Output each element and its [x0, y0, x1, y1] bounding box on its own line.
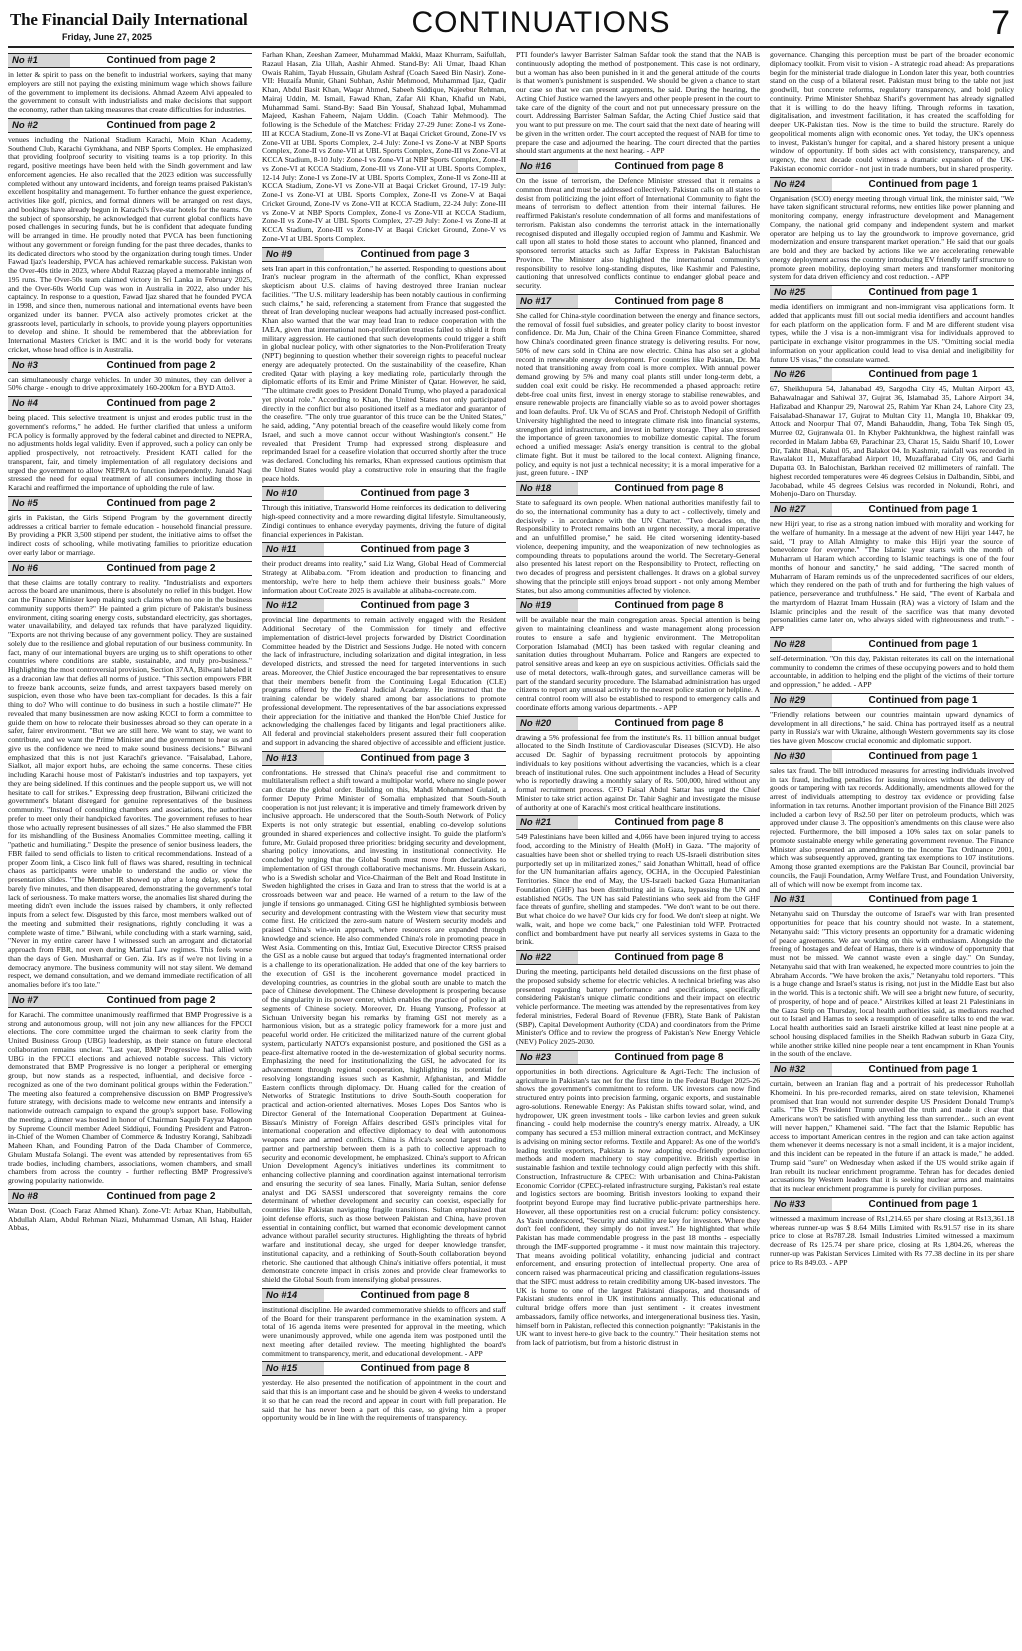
story-header	[516, 1050, 760, 1065]
continued-from-label: Continued from page 1	[868, 369, 978, 381]
story-number: No #17	[516, 295, 578, 308]
story-body: self-determination. "On this day, Pakistan reiterates its call on the international community to condemn the crimes of these occupying powers and to hold them accountable, in addition to helping end the plight of the victims of their torture and oppression," he added. - APP	[770, 653, 1014, 689]
continued-from-label: Continued from page 8	[360, 1289, 470, 1301]
continued-story	[516, 1050, 760, 1348]
continued-from-label: Continued from page 1	[868, 750, 978, 762]
continued-story	[262, 598, 506, 747]
column-4	[770, 51, 1014, 1643]
continued-story	[770, 1197, 1014, 1268]
continued-from-label: Continued from page 2	[106, 359, 216, 371]
continued-from-label: Continued from page 2	[106, 994, 216, 1006]
story-body: drawing a 5% professional fee from the institute's Rs. 11 billion annual budget allocated to the Sindh Institute of Cardiovascular Diseases (SICVD). He also accused Dr. Saghir of bypassing recruitment protocols by appointing individuals to key positions without advertising the vacancies, which is a clear breach of institutional rules. One such appointment includes a Head of Security who is reportedly drawing a monthly salary of Rs. 500,000, hired without any formal recruitment process. CFO Faisal Abdul Sattar has urged the Chief Minister to take strict action against Dr. Tahir Saghir and investigate the misuse of authority at one of Karachi's most critical healthcare institutions.	[516, 732, 760, 812]
continued-story	[516, 598, 760, 712]
story-body: venues including the National Stadium Karachi, Moin Khan Academy, Southend Club, Karachi Gymkhana, and NBP Sports Complex. He emphasized that providing foolproof security to visiting teams is a top priority. In this regard, positive meetings have been held with the Sindh government and law enforcement agencies. He also recalled that the 2023 edition was successfully completed without any untoward incidents, and foreign teams praised Pakistan's excellent hospitality and management. To further enhance the guest experience, activities like golf, picnics, and formal dinners will be arranged on rest days, and bookings have already begun in Karachi's five-star hotels for the teams. On the subject of sponsorship, he acknowledged that current global conflicts have posed challenges in securing funds, but he is confident that adequate funding will be arranged in time. He proudly noted that PVCA has been functioning without any government or foreign funding for the past three decades, thanks to its dedicated directors who stood by the organization during tough times. Under Fawad Ijaz's leadership, PVCA has achieved remarkable success. Pakistan won the Over-40s title in 2023, where Abdul Razzaq played a memorable innings of 195 runs. The Over-50s team claimed victory in Sri Lanka in February 2025, and the Over-60s World Cup was won in Australia in 2022, also under his captaincy. In response to a question, Fawad Ijaz shared that he founded PVCA in 1998, and since then, numerous national and international events have been organized under its banner. PVCA also actively promotes cricket at the grassroots level, particularly in schools, to provide young players opportunities to develop and shine. It should be remembered that the abbreviation for International Masters Cricket is IMC and it is the world body for veterans cricket, whose head office is in Australia.	[8, 134, 252, 354]
story-number: No #20	[516, 717, 578, 730]
section-title: CONTINUATIONS	[411, 6, 671, 39]
story-number: No #12	[262, 599, 324, 612]
continued-from-label: Continued from page 1	[868, 504, 978, 515]
story-body: 67, Sheikhupura 54, Jahanabad 49, Sargodha City 45, Multan Airport 43, Bahawalnagar and Sahiwal 37, Gujrat 36, Islamabad 35, Lahore Airport 34, Hafizabad and Khanpur 29, Narowal 25, Rahim Yar Khan 24, Lahore City 23, Faisalabad-Shanawar 17, Gujrat to Multan City 11, Mangla 10, Bhakkar 09, Attock and Noorpur Thal 07, Mandi Bahauddin, Jhang, Toba Tek Singh 05, Murree 02, Gujranwala 01. In Khyber Pakhtunkhwa, the highest rainfall was recorded in Malam Jabba 69, Parachinar 23, Charat 15, Saidu Sharif 10, Lower Dir, Takht Bhai, Kakul 05, and Balakot 04. In Kashmir, rainfall was recorded in Rawalakot 11, Muzaffarabad Airport 10, Muzaffarabad City 06, and Garhi Dupatta 03. In Balochistan, Barkhan received 02 millimeters of rainfall. The highest recorded temperatures were 46 degrees Celsius in Dalbandin, Sibbi, and Jacobabad, while 45 degrees Celsius was recorded in Nokundi, Rohri, and Mohenjo-Daro on Thursday.	[770, 384, 1014, 499]
story-header	[516, 481, 760, 496]
continued-story	[516, 716, 760, 813]
continued-story	[8, 53, 252, 115]
story-header	[770, 749, 1014, 764]
masthead-rule	[8, 46, 1014, 48]
continued-from-label: Continued from page 1	[868, 638, 978, 650]
continued-from-label: Continued from page 8	[614, 600, 724, 612]
continued-story	[770, 637, 1014, 690]
story-number: No #6	[8, 562, 70, 575]
story-number: No #28	[770, 638, 832, 651]
story-body: being placed. This selective treatment is unjust and erodes public trust in the government's reforms," he added. He further clarified that unless a uniform FCA policy is formally approved by the federal cabinet and directed to NEPRA, no adjustments holds legal validity. Even if approved, such a policy can only be applied prospectively, not retroactively. President KATI called for the transparent, fair, and timely implementation of all regulatory decisions and urged the government to allow NEPRA to function independently. Junaid Naqi stressed the need for equal treatment of all consumers including those in Karachi and reaffirmed the importance of upholding the rule of law.	[8, 413, 252, 492]
continued-story	[516, 51, 760, 156]
story-body: 549 Palestinians have been killed and 4,066 have been injured trying to access food, according to the Ministry of Health (MoH) in Gaza. "The majority of casualties have been shot or shelled trying to reach US-Israeli distribution sites purportedly set up in militarized zones," said Jonathan Whittall, head of office for the UN humanitarian affairs agency, OCHA, in the Occupied Palestinian Territories. Since the end of May, the US-Israeli backed Gaza Humanitarian Foundation (GHF) has been distributing aid in Gaza, bypassing the UN and established NGOs. The UN has said Palestinians who seek aid from the GHF face threats of gunfire, shelling and stampedes. "We don't want to be out there. But what choice do we have? Our kids cry for food. We don't sleep at night. We walk, wait, and hope we come back," one Palestinian told WFP. Protracted conflict and bombardment have put nearly all services systems in Gaza to the brink.	[516, 832, 760, 947]
continued-from-label: Continued from page 3	[360, 488, 470, 500]
continued-story	[8, 496, 252, 558]
continued-story	[770, 177, 1014, 283]
story-header	[770, 693, 1014, 708]
story-header	[8, 358, 252, 373]
story-header	[8, 561, 252, 576]
story-number: No #24	[770, 178, 832, 191]
story-header	[516, 598, 760, 613]
issue-date: Friday, June 27, 2025	[62, 32, 152, 42]
story-number: No #22	[516, 951, 578, 964]
story-header	[770, 367, 1014, 382]
story-number: No #27	[770, 503, 832, 516]
story-number: No #8	[8, 1190, 70, 1203]
story-body: curtain, between an Iranian flag and a portrait of his predecessor Ruhollah Khomeini. In his pre-recorded remarks, aired on state television, Khamenei promised that Iran would not surrender despite US President Donald Trump's calls. "The US President Trump unveiled the truth and made it clear that Americans won't be satisfied with anything less than surrender... such an event will never happen," Khamenei said. "The fact that the Islamic Republic has access to important American centres in the region and can take action against them whenever it deems necessary is not a small incident, it is a major incident, and this incident can be repeated in the future if an attack is made," he added. Trump said "sure" on Wednesday when asked if the US would strike again if Iran rebuilt its nuclear enrichment programme. Tehran has for decades denied accusations by Western leaders that it is seeking nuclear arms and maintains that its nuclear enrichment programme is purely for civilian purposes.	[770, 1079, 1014, 1193]
continued-story	[262, 542, 506, 595]
story-number: No #2	[8, 119, 70, 132]
continued-from-label: Continued from page 3	[360, 544, 470, 556]
story-header	[770, 177, 1014, 192]
story-number: No #4	[8, 397, 70, 410]
continued-story	[516, 950, 760, 1047]
continued-from-label: Continued from page 8	[614, 1051, 724, 1063]
story-number: No #26	[770, 368, 832, 381]
story-header	[516, 159, 760, 174]
story-body: Organisation (SCO) energy meeting through virtual link, the minister said, "We have taken significant structural reforms, new entities like power planning and monitoring company, energy infrastructure development and Management Company, the national grid company and independent system and market operator are helping us to lay the groundwork to improve governance, grid modernization and ensure transparent market operation." He said that our goals are bold and they are backed by actions like we are accelerating renewable energy deployment across the country introducing EV friendly tariff structure to promote green mobility, deploying smart meters and transformer monitoring system for data driven efficiency and cost reduction. - APP	[770, 193, 1014, 282]
story-number: No #13	[262, 752, 324, 765]
continued-from-label: Continued from page 8	[614, 817, 724, 829]
story-body: governance. Changing this perception must be part of the broader economic diplomacy toolkit. From visit to vision - A strategic road ahead: As preparations begin for the ministerial trade dialogue in London later this year, both countries stand on the cusp of a bilateral reset. Pakistan must bring to the table not just goodwill, but concrete reforms, regulatory transparency, and bold policy continuity. Prime Minister Shehbaz Sharif's government has already signalled that it is willing to do the heavy lifting. Through reforms in taxation, digitalisation, and investment facilitation, it has created the scaffolding for deeper UK-Pakistan ties. Now is the time to build the structure. Rarely do geopolitical moments align with economic ones. Yet today, the UK's openness to invest, Pakistan's hunger for capital, and a shared history present a unique window of opportunity. If both sides act with consistency, transparency, and urgency, the next decade could witness a dramatic expansion of the UK-Pakistan economic corridor - not just in trade numbers, but in shared prosperity.	[770, 51, 1014, 173]
story-body: State to safeguard its own people. When national authorities manifestly fail to do so, the international community has a duty to act - collectively, timely and decisively - in accordance with the UN Charter. "Two decades on, the Responsibility to Protect remains both an urgent necessity, a moral imperative and an unfulfilled promise," he said. He cited worsening identity-based violence, deepening impunity, and the weaponization of new technologies as compounding threats to populations around the world. The Secretary-General also presented his latest report on the Responsibility to Protect, reflecting on two decades of progress and persistent challenges. It draws on a global survey showing that the principle still enjoys broad support - not only among Member States, but also among communities affected by violence.	[516, 498, 760, 595]
story-header	[770, 637, 1014, 652]
article-columns	[8, 51, 1014, 1643]
story-body: Watan Dost. (Coach Faraz Ahmed Khan). Zone-VI: Arbaz Khan, Habibullah, Abdullah Alam, Abdul Rehman Niazi, Muhammad Usman, Ali Ishaq, Haider Abbas,	[8, 1205, 252, 1233]
story-body: new Hijri year, to rise as a strong nation imbued with morality and working for the welfare of humanity. In a message at the advent of new Hijri year 1447, he said, "I pray to Allah Almighty to make this Hijri year the source of benevolence for everyone." "The Islamic year starts with the month of Muharram ul Haram which according to Islamic teachings is one of the four months of honour and sanctity," he said adding, "The sacred month of Muharram of Haram reminds us of the unprecedented sacrifices of our elders, which they rendered on the path of truth and for furthering the high values of patience, perseverance and truthfulness." He said, "The event of Karbala and the martyrdom of Hazrat Imam Hussain (RA) was a victory of Islam and the Islamic principles and the result of the sacrifice was that many devoted personalities came later on, who always sided with righteousness and truth." - APP	[770, 519, 1014, 633]
story-header	[262, 598, 506, 613]
continued-story	[770, 749, 1014, 890]
story-body: opportunities in both directions. Agriculture & Agri-Tech: The inclusion of agriculture in Pakistan's tax net for the first time in the Federal Budget 2025-26 shows the government's commitment to reform. UK investors can now find structured entry points into precision farming, organic exports, and sustainable agro-solutions. Renewable Energy: As Pakistan shifts toward solar, wind, and hydropower, UK green investment tools - like carbon levies and green sukuk financing - could help modernise the country's energy matrix. Already, a UK company has secured a £53 million mineral extraction contract, and McKinsey is advising on mining sector reforms. Textile and Apparel: As one of the world's leading textile exporters, Pakistan is now adopting eco-friendly production methods and modern machinery to stay competitive. British expertise in sustainable fashion and textile technology could align perfectly with this shift. Construction, Infrastructure & CPEC: With urbanisation and China-Pakistan Economic Corridor (CPEC)-related infrastructure surging, Pakistan's real estate and logistics sectors are booming. British investors looking to expand their footprint beyond Europe may find lucrative public-private partnerships here. However, all these opportunities rest on a crucial fulcrum: policy consistency. As Yasin underscored, "Security and stability are key for investors. Where they don't feel confident, they simply do not invest." He highlighted that while Pakistan has made commendable progress in the past 18 months - especially through the IMF-supported programme - it must now maintain this trajectory. That means avoiding political volatility, enhancing judicial and contract enforcement, and ensuring protection of intellectual property. One area of concern raised was pharmaceutical pricing and classification regulations-issues that the SIFC must address to retain credibility among UK-based investors. The UK is home to one of the largest Pakistani diasporas, and thousands of Pakistani students enrol in UK institutions annually. This educational and cultural bridge offers more than just sentiment - it creates investment ambassadors, family office networks, and intergenerational business ties. Yasin, himself born in Pakistan, reflected this connection poignantly: "Pakistanis in the UK want to invest here-to give back to the country." Their hesitation stems not from lack of patriotism, but from a historic distrust in	[516, 1066, 760, 1347]
continued-story	[262, 1361, 506, 1423]
story-number: No #10	[262, 487, 324, 500]
story-number: No #33	[770, 1198, 832, 1211]
story-body: media identifiers on immigrant and non-immigrant visa applications form. It added that applicants must fill out social media identifiers and account handles for each platform on the application form. F and M are different student visa types, while the J visa is a non-immigrant visa for individuals approved to participate in exchange visitor programmes in the US. "Omitting social media information on your application could lead to visa denial and ineligibility for future US visas," the consulate warned.	[770, 302, 1014, 364]
story-header	[262, 1361, 506, 1376]
story-body: Through this initiative, Transworld Home reinforces its dedication to delivering high-speed connectivity and a more rewarding digital lifestyle. Simultaneously, Zindigi continues to enhance everyday payments, driving the future of digital financial experiences in Pakistan.	[262, 503, 506, 539]
story-body: confrontations. He stressed that China's peaceful rise and commitment to multilateralism reflect a shift toward a multipolar world, where no single power can dictate the global order. Building on this, Mahdi Mohammed Gulaid, a former Deputy Prime Minister of Somalia emphasized that South-South cooperation is not just relevant; it is imperative and timely framework driven by inclusive approach. He underscored that the South-South Network of Policy Experts is not only strategic but essential, enabling co-develop solutions grounded in shared experiences and collective insight. To guide the platform's future, Mr. Gulaid proposed three priorities: bridging security and development, sharing policy innovations, and investing in institutional connectivity. He concluded by urging that the Global South must move from declarations to implementation of GSI through collaborative mechanisms. Mr. Hussein Askari, who is a Swedish scholar and Vice-Chairman of the Belt and Road Institute in Sweden highlighted the crises in Gaza and Iran to stress that the world is at a crossroads between war and peace. He warned of a return to the law of the jungle if tensions go unmanaged. Citing GSI he highlighted symbiosis between security and development contrasting with the Western view that security must come first. He criticized the zero-sum nature of Western security models and praised China's win-win approach, where resources are expanded through knowledge and science. He also commended China's role in promoting peace in West Asia. Commenting on this, Imtiaz Gul, Executive Director CRSS praised the GSI as a noble cause but argued that today's fragmented international order is a challenge to its operationalization. He added that one of the key barriers to the execution of GSI is the incoherent governance model practiced in developing countries, as countries in the global south are unable to match the pace of Chinese development. The Chinese development is prospering because of the singularity in its power center, which enables the practice of policy in all segments of Chinese society. Moreover, Dr. Huang Yunsong, Professor at Sichuan University began his remarks by framing GSI not merely as a harmonious vision, but as a strategic policy framework for a more just and peaceful world order. He criticized the militarized nature of the current global system, particularly NATO's expansionist posture, and positioned the GSI as a peace-first alternative rooted in the de-westernization of global security norms. Emphasizing the need for institutionalizing the GSI, he advocated for its advancement through regional cooperation, highlighting its potential for resolving longstanding issues such as Kashmir, Afghanistan, and Middle Eastern conflicts through diplomacy. Dr. Huang called for the creation of Networks of Strategic Institutions to drive South-South cooperation for practical and action-oriented alternatives. Moses Lopes Dos Santos who is Director General of the International Cooperation Department at Guinea-Bissau's Ministry of Foreign Affairs described GSI's principles vital for international cooperation and effective diplomacy to deal with autonomous weapons race and armed conflicts. China is Africa's second largest trading partner and partnership between them is a path to collective approach to security and economic development, he emphasized. China's support to African Union Development Agency's initiatives underlines its commitment to enhancing collective planning and coordination against international terrorism and ensuring the security of sea lanes. Finally, Maria Sultan, senior defense analyst and DG SASSI underscored that sovereignty remains the core determinant of whether development and security can coexist, especially for countries like Pakistan navigating fragile transitions. Sultan emphasized that joint defense efforts, such as those between Pakistan and China, have proven essential in containing conflict, but warned that economic development cannot advance without parallel security structures. Highlighting the threats of hybrid warfare and institutional decay, she urged for deeper knowledge transfer, institutional capacity, and a rethinking of South-South collaboration beyond rhetoric. She cautioned that although China's initiative offers potential, it must demonstrate concrete impact in crisis zones and provide clear frameworks to shield the Global South from intensifying global pressures.	[262, 767, 506, 1284]
continued-from-label: Continued from page 1	[868, 894, 978, 906]
story-body: Netanyahu said on Thursday the outcome of Israel's war with Iran presented opportunities for peace that his country should not waste. In a statement, Netanyahu said: "This victory presents an opportunity for a dramatic widening of peace agreements. We are working on this with enthusiasm. Alongside the freeing of hostages and defeat of Hamas, there is a window of opportunity that must not be missed. We cannot waste even a single day." On Sunday, Netanyahu said that with Iran weakened, he expected more countries to join the Abraham Accords. "We have broken the axis," Netanyahu told reporters. "This is a huge change and Israel's status is rising, not just in the Middle East but also in the world. This is a tectonic shift. We will see a bright new future, of security, of prosperity, of hope and of peace." Airstrikes killed at least 21 Palestinians in the Gaza Strip on Thursday, local health authorities said, as mediators reached out to Israel and Hamas to seek a resumption of ceasefire talks to end the war. Local health authorities said an Israeli airstrike killed at least nine people at a school housing displaced families in the Sheikh Radwan suburb in Gaza City, while another strike killed nine people near a tent encampment in Khan Younis in the south of the enclave.	[770, 909, 1014, 1059]
story-body: During the meeting, participants held detailed discussions on the first phase of the proposed subsidy scheme for electric vehicles. A technical briefing was also presented regarding battery performance and specifications, specifically considering Pakistan's unique climatic conditions and their impact on electric vehicle performance. The meeting was attended by the representatives from key federal ministries, Federal Board of Revenue (FBR), State Bank of Pakistan (SBP), Capital Development Authority (CDA) and coordinators from the Prime Minister's Office and to review the progress of Pakistan's New Energy Vehicle (NEV) Policy 2025-2030.	[516, 967, 760, 1046]
continued-story	[516, 294, 760, 478]
continued-from-label: Continued from page 3	[360, 752, 470, 764]
story-header	[516, 950, 760, 965]
continued-from-label: Continued from page 1	[868, 694, 978, 706]
story-number: No #31	[770, 893, 832, 906]
continued-story	[8, 1189, 252, 1233]
story-body: can simultaneously charge vehicles. In under 30 minutes, they can deliver a 50% charge - enough to drive approximately 160-200km for a BYD Atto3.	[8, 374, 252, 393]
story-body: that these claims are totally contrary to reality. "Industrialists and exporters across the board are unanimous, there is absolutely no relief in this budget. How can the Finance Minister keep making such claims when no one in the business community supports them?" He painted a grim picture of Pakistan's business environment, citing soaring energy costs, substandard electricity, gas shortages, water unavailability, and delayed tax refunds that have paralyzed liquidity. "Exports are not thriving because of any government policy. They are sustained solely due to the resilience and global reputation of our business community. In fact, many of our international buyers are urging us to shift operations to other countries where conditions are stable, sustainable, and truly pro-business." Highlighting the most controversial provision, Section 37AA, Bilwani labeled it as a draconian law that defies all norms of justice. "This section empowers FBR to freeze bank accounts, seize funds, and arrest taxpayers based merely on suspicion, even those who have been tax-compliant for decades. Is this a fair thing to do? Who will continue to do business in such a hostile climate?" He revealed that many businessmen are now asking KCCI to form a committee to guide them on how to relocate their businesses abroad so they can operate in a safer, fairer environment. "But we are still here. We want to stay, we want to contribute, and we want the Prime Minister and the government to hear us and give us the confidence we need to make sound business decisions." Bilwani emphasized that this is not just Karachi's grievance. "Faisalabad, Lahore, Sialkot, all major export hubs, are echoing the same concerns. These cities including Karachi house most of Pakistan's industries and top taxpayers, yet they are being sidelined. If this continues and the people support us, we will not hesitate to call for strikes." Expressing deep frustration, Bilwani criticized the government's blatant disregard for genuine representatives of the business community. "Instead of consulting chambers and associations, the authorities prefer to meet only their handpicked favorites. The government refuses to hear those who actually represent businesses of all sizes." He also slammed the FBR for its mishandling of the Business Anomalies Committee meeting, calling it "pathetic and humiliating." Despite the presence of senior business leaders, the FBR failed to send officials to listen to critical recommendations. Instead of a proper Zoom link, a Cisco link full of flaws was shared, resulting in technical chaos as participants were unable to understand the audio or view the presentation slides. "The Member IR showed up after a long delay, spoke for barely five minutes, and then disappeared, demonstrating the government's total lack of seriousness. To make matters worse, the anomalies list shared during the meeting didn't even include the issues raised by chambers, it only reflected inputs from a select few. Disgusted by this farce, most members walked out of the meeting and submitted their resignations, rightly concluding it was a complete waste of time." Bilwani, while concluding with a stark warning, said, "Never in my entire career have I witnessed such an arrogant and dictatorial approach from FBR, not even during Martial Law regimes. This feels worse than the days of Gen. Musharraf or Gen. Zia. It's as if we're not living in a democracy anymore. The business community will not stay silent. We demand respect, we demand consultation, and we demand immediate rectification of all anomalies before it's too late."	[8, 577, 252, 989]
story-number: No #19	[516, 599, 578, 612]
story-number: No #29	[770, 694, 832, 707]
continued-from-label: Continued from page 2	[106, 398, 216, 409]
story-body: sets Iran apart in this confrontation," he asserted. Responding to questions about Iran's nuclear program in the aftermath of the conflict, Khan expressed skepticism about U.S. claims of having destroyed three Iranian nuclear facilities. "The U.S. military leadership has been notably cautious in confirming such claims," he said, referencing a statement from France that suggested the threat of Iran developing nuclear weapons had actually increased post-conflict. Khan also warned that the war may lead Iran to reduce cooperation with the IAEA, given that international non-proliferation treaties failed to shield it from military aggression. He cautioned that such developments could trigger a shift in global nuclear policy, with other signatories to the Non-Proliferation Treaty (NPT) beginning to question whether their sovereign rights to peaceful nuclear energy are adequately protected. On the sustainability of the ceasefire, Khan credited Qatar with playing a key mediating role, particularly through the diplomatic efforts of its Emir and Prime Minister of Qatar. However, he said, "The ultimate credit goes to President Donald Trump, who played a paradoxical yet pivotal role." According to Khan, the United States not only participated directly in the conflict but also positioned itself as a mediator and guarantor of the ceasefire. "The only true guarantor of this truce can be the United States," he said, adding, "Any potential breach of the ceasefire would likely come from Israel, and such a move cannot occur without Washington's consent." He revealed that President Trump had expressed strong displeasure and reprimanded Israel for a ceasefire violation that occurred shortly after the truce was declared. Concluding his remarks, Khan expressed cautious optimism that the United States would play a constructive role in ensuring that the fragile peace holds.	[262, 263, 506, 483]
story-body: their product dreams into reality," said Liz Wang, Global Head of Commercial Strategy at Alibaba.com. "From ideation and production to financing and mentorship, we're here to help them achieve their business goals." More information about CoCreate 2025 is available at alibaba-cocreate.com.	[262, 559, 506, 595]
continued-story	[262, 247, 506, 484]
continued-from-label: Continued from page 2	[106, 1190, 216, 1202]
continued-from-label: Continued from page 8	[614, 717, 724, 729]
continued-story	[770, 285, 1014, 364]
continued-story	[516, 815, 760, 947]
story-number: No #9	[262, 248, 324, 261]
story-header	[770, 1197, 1014, 1212]
column-2	[262, 51, 506, 1643]
masthead	[0, 0, 1022, 48]
story-number: No #18	[516, 482, 578, 495]
continued-story	[262, 751, 506, 1285]
continued-from-label: Continued from page 2	[106, 119, 216, 131]
story-body: "Friendly relations between our countries maintain upward dynamics of development in all directions," he said. China has portrayed itself as a neutral party in Russia's war with Ukraine, although Western governments say its close ties have given Moscow crucial economic and diplomatic support.	[770, 709, 1014, 745]
story-header	[262, 751, 506, 766]
story-number: No #1	[8, 54, 70, 67]
page-number: 7	[991, 4, 1010, 42]
story-header	[770, 892, 1014, 907]
continued-story	[8, 358, 252, 394]
continued-story	[262, 1288, 506, 1359]
story-header	[262, 1288, 506, 1303]
story-number: No #25	[770, 286, 832, 299]
continued-from-label: Continued from page 3	[360, 248, 470, 260]
continued-story	[516, 481, 760, 595]
story-header	[770, 1062, 1014, 1077]
story-body: institutional discipline. He awarded commemorative shields to officers and staff of the Board for their transparent performance in the examination system. A total of 16 agenda items were presented for approval in the meeting, which were unanimously approved, while one agenda item was postponed until the next meeting after detailed review. The meeting highlighted the board's commitment to transparency, merit, and educational development. - APP	[262, 1304, 506, 1358]
continued-from-label: Continued from page 2	[106, 497, 216, 509]
story-number: No #32	[770, 1063, 832, 1076]
continued-from-label: Continued from page 8	[614, 952, 724, 963]
continued-from-label: Continued from page 1	[868, 287, 978, 298]
continued-from-label: Continued from page 1	[868, 178, 978, 190]
story-number: No #7	[8, 994, 70, 1007]
story-header	[516, 815, 760, 830]
story-body: sales tax fraud. The bill introduced measures for arresting individuals involved in tax fraud, including penalties for issuing invoices without the delivery of goods or tampering with tax records. Additionally, amendments allowed for the arrest of individuals attempting to destroy tax evidence or providing false information in tax returns. Another important provision of the Finance Bill 2025 included a carbon levy of Rs2.50 per liter on petroleum products, which was approved under clause 3. The opposition's amendments on this clause were also rejected. Furthermore, the bill imposed a 10% sales tax on solar panels to promote sustainable energy while generating government revenue. The Finance Minister also presented an amendment to the Income Tax Ordinance 2001, which was subsequently approved, granting tax exemptions to 107 institutions. Among those granted exemptions are the Pakistan Bar Council, provincial bar councils, the Fauji Foundation, Army Welfare Trust, and Foundation University, all of which will now be exempt from income tax.	[770, 765, 1014, 889]
continued-from-label: Continued from page 2	[106, 55, 216, 66]
column-3	[516, 51, 760, 1643]
story-number: No #3	[8, 359, 70, 372]
story-header	[516, 716, 760, 731]
story-body: On the issue of terrorism, the Defence Minister stressed that it remains a common threat and must be addressed collectively. Pakistan calls on all states to desist from politicizing the joint effort of International Community to fight the means of terrorism to deflect attention from their internal failures. He reaffirmed Pakistan's resolute condemnation of all forms and manifestations of terrorism. Pakistan also condemns the terrorist attack in the internationally recognised disputed and illegally occupied region of Jammu and Kashmir. We call upon all states to hold those states to account who planned, financed and sponsored terrorist attacks such as Jaffar Express in Pakistan Baluchistan Province. The Minister also highlighted the international community's responsibility to resolve long-standing disputes, like Kashmir and Palestine, cautioning that unresolved conflicts continue to endanger global peace and security.	[516, 176, 760, 290]
story-body: yesterday. He also presented the notification of appointment in the court and said that this is an important case and he should be given 4 weeks to understand it so that he can read the record and appear in court with full preparation. He said that he has never been a part of this case, so giving him a proper opportunity would be in line with the requirements of transparency.	[262, 1378, 506, 1423]
story-body: She called for China-style coordination between the energy and finance sectors, the removal of fossil fuel subsidies, and greater policy clarity to boost investor confidence. Dr. Ma Jun, Chair of the China Green Finance Committee, shared how China's coordinated green finance strategy is delivering results. For now, 50% of new cars sold in China are now electric. China has also set a global record in renewable energy development. For countries like Pakistan, Dr. Ma noted that transitioning away from coal is more complex. With annual power demand growing by 5% and many coal plants still under long-term debt, a sudden coal exit could be risky. He recommended a phased approach: retire debt-free coal units first, invest in energy storage to stabilise renewables, and ensure renewable projects are financially viable so as to avoid power shortages and loan defaults. Prof. Uk Vu of SCAS and Prof. Christoph Nedopil of Griffith University highlighted the need to integrate climate risk into financial systems, strengthen grid infrastructure, and invest in battery storage. They also stressed the importance of green taxonomies to mobilize domestic capital. The forum echoed a unified message: Asia's energy transition is central to the global climate fight. But it must be tailored to the local context. Aligning finance, policy, and equity is not just a technical necessity; it is a moral imperative for a just, green future. - INP	[516, 310, 760, 478]
story-header	[770, 285, 1014, 300]
story-header	[8, 53, 252, 68]
story-number: No #5	[8, 497, 70, 510]
continued-from-label: Continued from page 8	[614, 295, 724, 307]
continued-from-label: Continued from page 8	[614, 161, 724, 172]
continued-story	[770, 502, 1014, 634]
newspaper-name: The Financial Daily International	[10, 10, 248, 29]
story-number: No #15	[262, 1362, 324, 1375]
story-body: in letter & spirit to pass on the benefit to industrial workers, saying that many employers are still not paying the existing minimum wage which shows failure of the government to implement its decisions. Ahmad Azeem Alvi appealed to the government to consult with industrialists and make decisions that support the economy, rather than taking measures that create difficulties for industries.	[8, 70, 252, 114]
story-header	[262, 486, 506, 501]
continued-story	[8, 118, 252, 355]
story-body: girls in Pakistan, the Girls Stipend Program by the government directly addresses a critical barrier to female education - household financial pressure. By providing a PKR 3,500 stipend per student, the initiative aims to offset the indirect costs of schooling, while motivating families to prioritize education over early labor or marriage.	[8, 512, 252, 557]
continued-story	[770, 892, 1014, 1059]
continued-story	[8, 396, 252, 493]
story-header	[8, 396, 252, 411]
story-header	[8, 1189, 252, 1204]
story-body: PTI founder's lawyer Barrister Salman Safdar took the stand that the NAB is continuously adopting the method of postponement. This case is not ordinary, but a woman has also been punished in it and the general attitude of the courts is that women's punishment is suspended. We should be given a chance to start our case so that we can present arguments, he said. During the hearing, the Acting Chief Justice warned the lawyers and other people present in the court to take care of the dignity of the court and not put unnecessary pressure on the court. Addressing Barrister Salman Safdar, the Acting Chief Justice said that you want to put pressure on me. The court said that the next date of hearing will be given in the written order. The court accepted the request of NAB for time to prepare the case and adjourned the hearing. The court directed that the parties should start arguments at the next hearing. - APP	[516, 51, 760, 156]
story-body: provincial line departments to remain actively engaged with the Resident Additional Secretary of the Commission for timely and effective implementation of district-level projects forwarded by District Coordination Committee headed by the District and Sessions Judge. He noted with concern the lack of infrastructure, including solarization and digital integration, in less developed districts, and stressed the need for targeted interventions in such areas. Moreover, the Chief Justice encouraged the bar representatives to ensure that their members benefit from the Continuing Legal Education (CLE) programs offered by the Federal Judicial Academy. He instructed that the training calendar be widely shared among bar associations to promote professional development. The representatives of the bar associations expressed their appreciation for the initiative and thanked the Hon'ble Chief Justice for acknowledging the challenges faced by litigants and legal practitioners alike. All federal and provincial stakeholders present assured their full cooperation and support in advancing the shared objective of accessible and efficient justice.	[262, 615, 506, 747]
story-header	[262, 542, 506, 557]
story-header	[8, 496, 252, 511]
continued-story	[516, 159, 760, 291]
story-header	[770, 502, 1014, 517]
continued-from-label: Continued from page 8	[360, 1363, 470, 1375]
continued-from-label: Continued from page 3	[360, 600, 470, 612]
continued-from-label: Continued from page 1	[868, 1064, 978, 1075]
story-header	[8, 993, 252, 1008]
story-number: No #23	[516, 1051, 578, 1064]
continued-story	[770, 693, 1014, 746]
continued-story	[262, 486, 506, 539]
story-number: No #21	[516, 816, 578, 829]
story-body: witnessed a maximum increase of Rs1,214.65 per share closing at Rs13,361.18 whereas runner-up was $ 8.64 Mills Limited with Rs.91.57 rise in its share price to close at Rs787.28. Ismail Industries Limited witnessed a maximum decrease of Rs 125.74 per share price, closing at Rs 1,804.26, whereas the runner-up was Pakistan Services Limited with Rs 77.38 decline in its per share price to Rs 849.03. - APP	[770, 1213, 1014, 1267]
story-number: No #16	[516, 160, 578, 173]
continued-from-label: Continued from page 8	[614, 483, 724, 494]
continued-story	[8, 561, 252, 990]
story-number: No #11	[262, 543, 324, 556]
continued-story	[262, 51, 506, 244]
story-body: for Karachi. The committee unanimously reaffirmed that BMP Progressive is a strong and autonomous group, will not join any new alliances for the FPCCI elections. The core committee urged the chairman to seek clarity from the United Business Group (UBG) leadership, as their stance on future electoral collaboration remains unclear. "Last year, BMP Progressive had allied with UBG in the FPCCI elections and achieved notable success. This victory demonstrated that BMP Progressive is no longer a peripheral or emerging group, but now stands as a respected, influential, and decisive force - recognized as one of the two dominant political groups within the Federation." The meeting also featured a comprehensive discussion on BMP Progressive's future strategy, with decisions made to welcome new entrants and intensify a nationwide outreach campaign to expand the group's support base. Following the meeting, a dinner was hosted in honor of Chairman Saquib Fayyaz Magoon by Supreme Council member Adeel Siddiqui, Founding President and Patron-in-Chief of the Women Chamber of Commerce & Industry Korangi, Sahibzadi Maheen Khan, and Founding Patron of the Dada Chamber of Commerce, Ghulam Mustafa Solangi. The event was attended by representatives from 65 trade bodies, including chambers, associations, women chambers, and small chambers from across the country - further reflecting BMP Progressive's growing popularity nationwide.	[8, 1009, 252, 1185]
continued-story	[770, 1062, 1014, 1194]
story-body: Farhan Khan, Zeeshan Zameer, Muhammad Makki, Maaz Khurram, Saifullah, Razaul Hasan, Zia Ullah, Aashir Ahmed. Stand-By: Ali Umar, Ibaad Khan Owais Rahim, Tayab Hussain, Ghulam Ashraf (Coach Saeed Bin Nasir). Zone-VII: Huzaifa Munir, Ghani Subhan, Ashir Mehmood, Muhammad Ijaz, Qadir Khan, Abdul Basit Khan, Waqar Ahmed, Sabeeh Siddique, Najeebur Rehman, Mairaj Uddin, M. Ismail, Fawad Khan, Zafar Ali Khan, Khafid un Nabi, Muhammad Sami. Stand-By: Saad Bin Yousaf, Shahzad Iqbal, Muhammad Majeed, Kashan Faheem, Najam Uddin. (Coach Tahir Mehmood). The following is the Schedule of the Matches: Friday 27-29 June: Zone-I vs Zone-III at KCCA Stadium, Zone-II vs Zone-VI at Baqai Cricket Ground, Zone-IV vs Zone-VII at UBL Sports Complex, 2-4 July: Zone-I vs Zone-V at NBP Sports Complex, Zone-II vs Zone-VII at UBL Sports Complex, Zone-III vs Zone-VI at KCCA Stadium, 8-10 July: Zone-I vs Zone-VI at NBP Sports Complex, Zone-II vs Zone-VI at KCCA Stadium, Zone-III vs Zone-VII at UBL Sports Complex, 12-14 July: Zone-I vs Zone-IV at UBL Sports Complex, Zone-II vs Zone-III at KCCA Stadium, Zone-VI vs Zone-VII at Baqai Cricket Ground, 17-19 July: Zone-I vs Zone-VI at UBL Sports Complex, Zone-II vs Zone-V at Baqai Cricket Ground, Zone-IV vs Zone-VII at KCCA Stadium, 22-24 July: Zone-III vs Zone-V at NBP Sports Complex, Zone-I vs Zone-VII at KCCA Stadium, Zone-II vs Zone-IV at UBL Sports Complex, 27-29 July: Zone-I vs Zone-II at KCCA Stadium, Zone-III vs Zone-IV at Baqai Cricket Ground, Zone-V vs Zone-VI at UBL Sports Complex.	[262, 51, 506, 243]
continued-from-label: Continued from page 1	[868, 1198, 978, 1210]
continued-story	[770, 367, 1014, 499]
story-body: will be available near the main congregation areas. Special attention is being given to maintaining cleanliness and waste management along procession routes to ensure a safe and hygienic environment. The Metropolitan Corporation Islamabad (MCI) has been tasked with regular cleaning and sanitation duties throughout Muharram. Police and Rangers are expected to patrol sensitive areas and keep an eye on suspicious activities. Officials said the use of metal detectors, walk-through gates, and surveillance cameras will be part of the standard security procedure. The Islamabad administration has urged citizens to report any unusual activity to the nearest police station or helpline. A central control room will also be established to respond to emergency calls and coordinate efforts among various departments. - APP	[516, 615, 760, 712]
story-header	[8, 118, 252, 133]
story-header	[516, 294, 760, 309]
column-1	[8, 51, 252, 1643]
continued-story	[8, 993, 252, 1186]
story-number: No #30	[770, 750, 832, 763]
continued-from-label: Continued from page 2	[106, 562, 216, 574]
continued-story	[770, 51, 1014, 174]
story-number: No #14	[262, 1289, 324, 1302]
story-header	[262, 247, 506, 262]
